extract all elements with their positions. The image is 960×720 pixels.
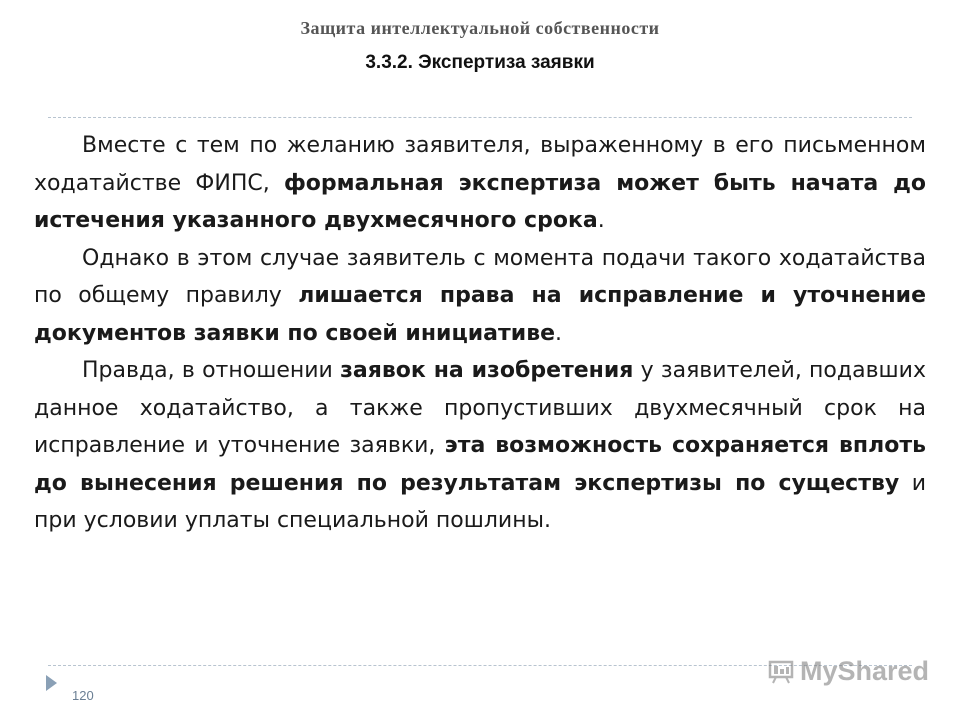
- text-run-bold: лишается права на исправление и уточнение документов заявки по своей инициативе: [34, 283, 927, 346]
- text-run: .: [555, 320, 563, 346]
- paragraph-1: [34, 127, 926, 240]
- text-run-bold: заявок на изобретения: [340, 358, 634, 383]
- document-header-title: Защита интеллектуальной собственности: [300, 18, 660, 38]
- watermark-text: MyShared: [800, 656, 930, 686]
- paragraph-2: [34, 240, 926, 353]
- text-run: и при условии уплаты специальной пошлины.: [34, 470, 927, 533]
- text-run-bold: формальная экспертиза может быть начата до истечения указанного двухмесячного срока: [34, 170, 926, 233]
- text-run: Правда, в отношении: [82, 358, 341, 383]
- presentation-board-icon: [768, 660, 794, 684]
- page-number: 120: [72, 688, 94, 703]
- text-run-bold: эта возможность сохраняется вплоть до вынесения решения по результатам экспертизы по существу: [34, 433, 926, 496]
- watermark-logo: [768, 656, 929, 687]
- slide-marker-triangle-icon: [46, 675, 57, 691]
- body-text: [34, 127, 926, 540]
- text-run: у заявителей, подавших данное ходатайство, а также пропустивших двухмесячный срок на исправление и уточнение заявки,: [34, 358, 926, 458]
- paragraph-3: [34, 352, 926, 540]
- top-divider: [48, 117, 912, 118]
- text-run: .: [597, 208, 605, 233]
- text-run: Однако в этом случае заявитель с момента подачи такого ходатайства по общему правилу: [34, 245, 926, 308]
- text-run: Вместе с тем по желанию заявителя, выраженному в его письменном ходатайстве ФИПС,: [34, 133, 926, 196]
- section-title: 3.3.2. Экспертиза заявки: [365, 52, 595, 73]
